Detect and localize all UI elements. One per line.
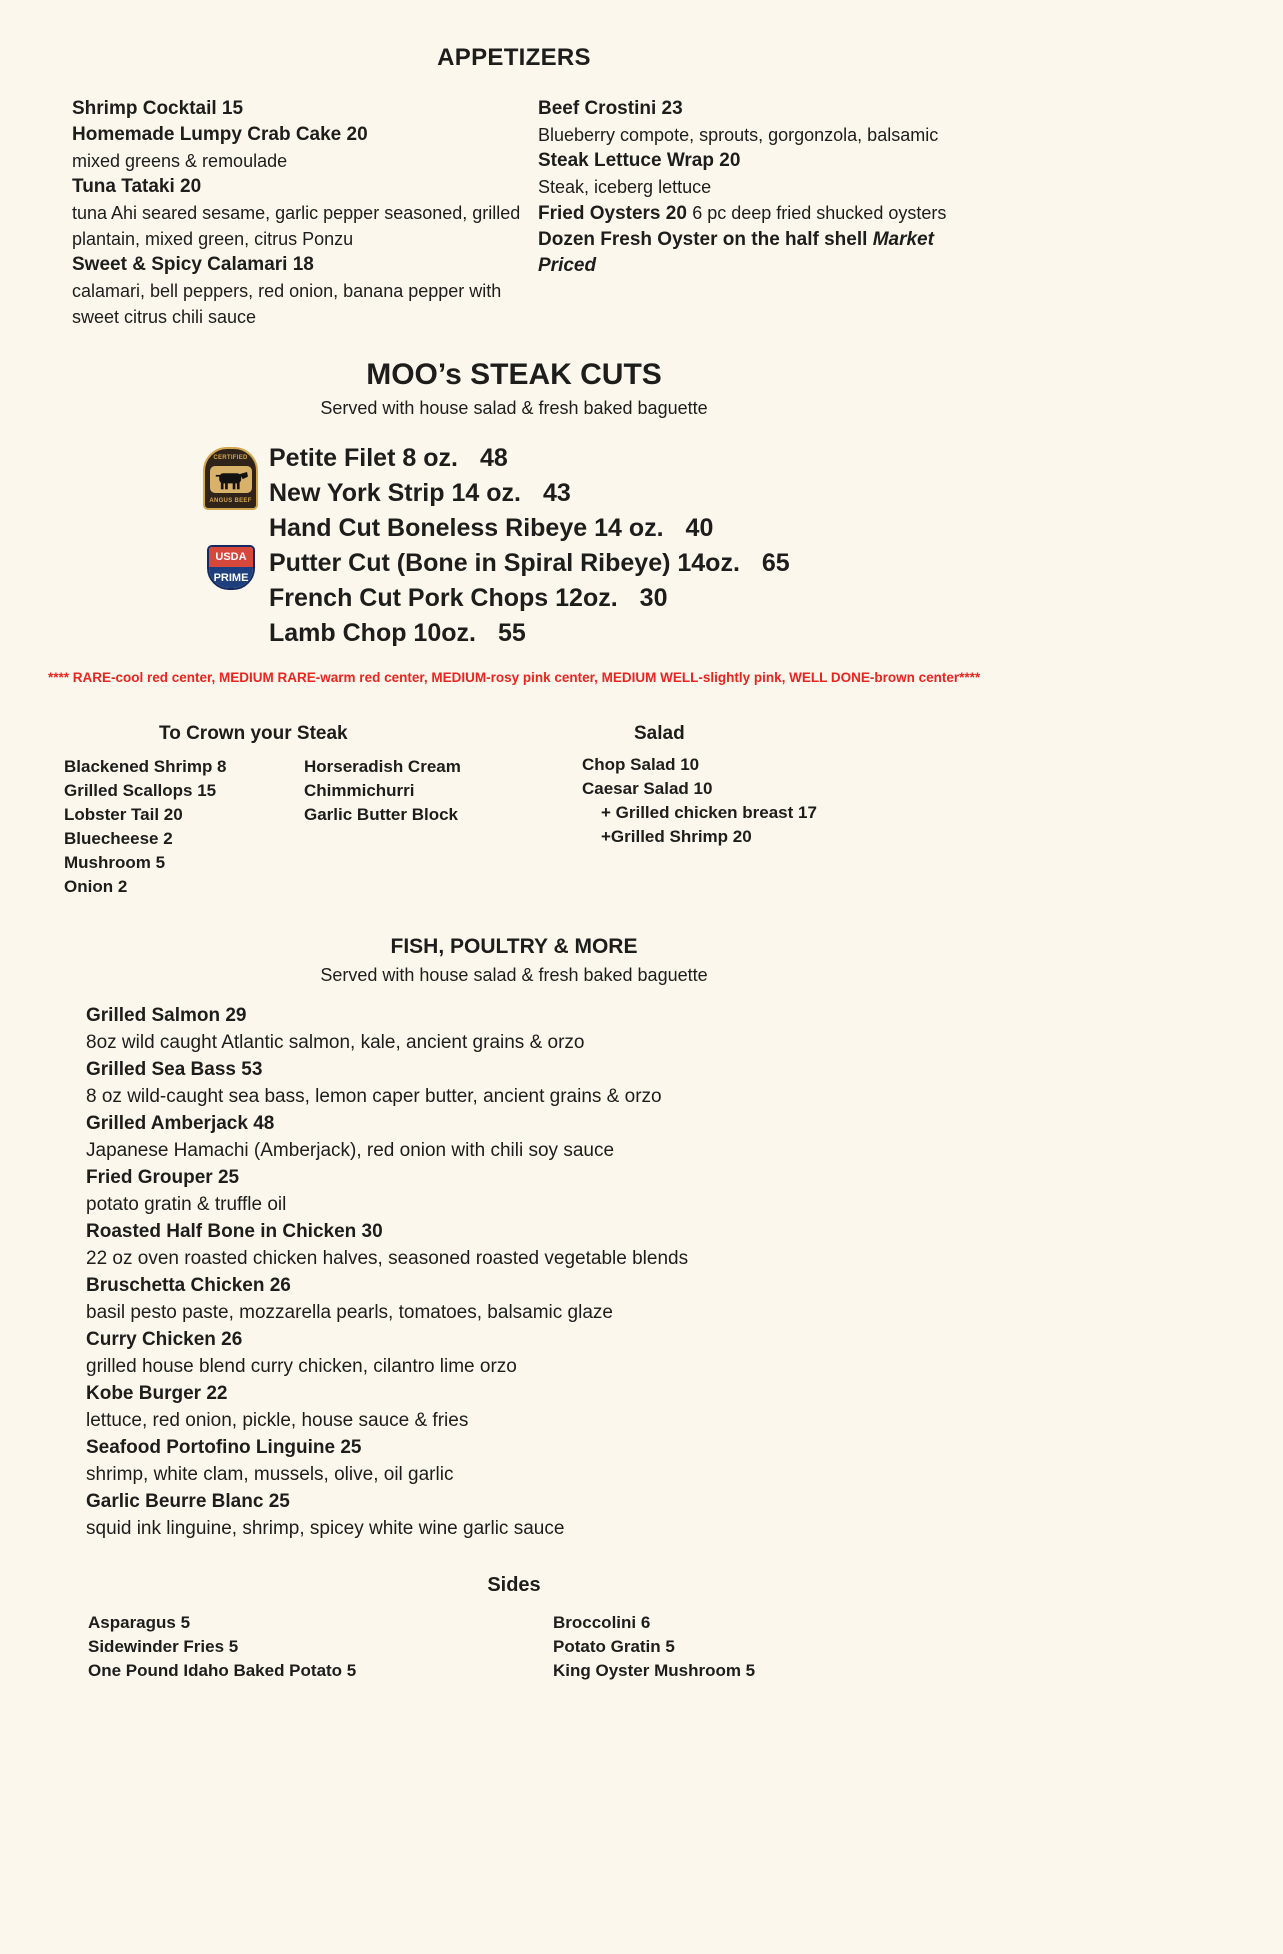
sides-section bbox=[48, 1611, 980, 1683]
menu-item-name: Fried Grouper 25 bbox=[86, 1167, 240, 1188]
salad-section bbox=[582, 723, 817, 899]
steak-cuts-section bbox=[203, 441, 980, 656]
steak-cuts-title: MOO’s STEAK CUTS bbox=[366, 358, 662, 391]
appetizers-title: APPETIZERS bbox=[437, 44, 591, 71]
menu-item-desc: Japanese Hamachi (Amberjack), red onion with chili soy sauce bbox=[86, 1140, 615, 1161]
menu-item-name: Tuna Tataki 20 bbox=[72, 176, 202, 197]
salad-title: Salad bbox=[634, 723, 685, 744]
crown-item: Blackened Shrimp 8 bbox=[64, 757, 227, 776]
steak-item bbox=[269, 441, 980, 476]
menu-item-name: Fried Oysters 20 bbox=[538, 203, 687, 224]
menu-item bbox=[86, 1110, 980, 1164]
menu-item bbox=[86, 1380, 980, 1434]
crown-item: Bluecheese 2 bbox=[64, 829, 173, 848]
steak-item-price: 43 bbox=[542, 479, 571, 507]
salad-item: Chop Salad 10 bbox=[582, 755, 700, 774]
side-item: Sidewinder Fries 5 bbox=[88, 1637, 239, 1656]
menu-item-desc: squid ink linguine, shrimp, spicey white wine garlic sauce bbox=[86, 1518, 565, 1539]
menu-item-desc: lettuce, red onion, pickle, house sauce & fries bbox=[86, 1410, 469, 1431]
side-item: Asparagus 5 bbox=[88, 1613, 191, 1632]
steak-cuts-subtitle: Served with house salad & fresh baked baguette bbox=[320, 398, 708, 418]
side-item: King Oyster Mushroom 5 bbox=[553, 1661, 756, 1680]
usda-badge-text-top: USDA bbox=[209, 547, 253, 567]
steak-item bbox=[269, 546, 980, 581]
crown-item: Lobster Tail 20 bbox=[64, 805, 183, 824]
steak-item bbox=[269, 616, 980, 651]
menu-item bbox=[86, 1326, 980, 1380]
fish-poultry-title: FISH, POULTRY & MORE bbox=[390, 935, 638, 958]
side-item: One Pound Idaho Baked Potato 5 bbox=[88, 1661, 357, 1680]
menu-item bbox=[538, 96, 980, 148]
sides-column-1 bbox=[88, 1611, 553, 1683]
crown-item: Horseradish Cream bbox=[304, 757, 461, 776]
steak-item-price: 30 bbox=[639, 584, 668, 612]
menu-item bbox=[72, 174, 538, 252]
doneness-guide-note: **** RARE-cool red center, MEDIUM RARE-warm red center, MEDIUM-rosy pink center, MEDIUM WELL-slightly pink, WELL DONE-brown center**** bbox=[48, 670, 981, 685]
crown-column-2 bbox=[304, 755, 538, 899]
crown-column-1 bbox=[64, 755, 304, 899]
menu-item-name: Sweet & Spicy Calamari 18 bbox=[72, 254, 314, 275]
appetizers-left-column bbox=[72, 96, 538, 330]
menu-item-desc: mixed greens & remoulade bbox=[72, 151, 288, 171]
menu-item-name: Curry Chicken 26 bbox=[86, 1329, 243, 1350]
crown-item: Chimmichurri bbox=[304, 781, 415, 800]
menu-item-name: Grilled Salmon 29 bbox=[86, 1005, 247, 1026]
menu-item bbox=[538, 148, 980, 200]
steak-item-price: 40 bbox=[685, 514, 714, 542]
menu-item-name: Garlic Beurre Blanc 25 bbox=[86, 1491, 290, 1512]
menu-item-desc: grilled house blend curry chicken, cilantro lime orzo bbox=[86, 1356, 517, 1377]
steak-item-price: 55 bbox=[497, 619, 526, 647]
menu-item-name: Grilled Sea Bass 53 bbox=[86, 1059, 263, 1080]
menu-item-desc: tuna Ahi seared sesame, garlic pepper seasoned, grilled plantain, mixed green, citrus Ponzu bbox=[72, 203, 521, 249]
menu-item-name: Dozen Fresh Oyster on the half shell bbox=[538, 229, 868, 250]
menu-item bbox=[86, 1434, 980, 1488]
market-priced-note: Market Priced bbox=[538, 229, 934, 276]
menu-item-name: Kobe Burger 22 bbox=[86, 1383, 228, 1404]
menu-item bbox=[538, 227, 980, 279]
menu-item bbox=[86, 1002, 980, 1056]
angus-badge-text-bottom: ANGUS BEEF bbox=[209, 498, 252, 504]
menu-item-name: Bruschetta Chicken 26 bbox=[86, 1275, 291, 1296]
crown-and-salad-section bbox=[48, 723, 980, 899]
steak-item bbox=[269, 511, 980, 546]
menu-item bbox=[538, 200, 980, 227]
crown-title: To Crown your Steak bbox=[159, 723, 348, 744]
menu-item-desc: 8 oz wild-caught sea bass, lemon caper butter, ancient grains & orzo bbox=[86, 1086, 662, 1107]
menu-item-desc: 8oz wild caught Atlantic salmon, kale, ancient grains & orzo bbox=[86, 1032, 585, 1053]
salad-item: +Grilled Shrimp 20 bbox=[601, 827, 752, 846]
menu-item-name: Seafood Portofino Linguine 25 bbox=[86, 1437, 362, 1458]
menu-item-name: Shrimp Cocktail 15 bbox=[72, 98, 244, 119]
steak-item-price: 48 bbox=[479, 444, 508, 472]
menu-item bbox=[86, 1272, 980, 1326]
steak-item-name: Petite Filet 8 oz. bbox=[269, 444, 458, 472]
appetizers-right-column bbox=[538, 96, 980, 330]
menu-item-desc: potato gratin & truffle oil bbox=[86, 1194, 287, 1215]
menu-item-desc: Blueberry compote, sprouts, gorgonzola, balsamic bbox=[538, 125, 939, 145]
side-item: Broccolini 6 bbox=[553, 1613, 651, 1632]
steak-item-price: 65 bbox=[761, 549, 790, 577]
menu-item bbox=[86, 1056, 980, 1110]
menu-item-desc: Steak, iceberg lettuce bbox=[538, 177, 712, 197]
fish-poultry-section bbox=[86, 1002, 980, 1542]
crown-item: Onion 2 bbox=[64, 877, 128, 896]
usda-prime-badge bbox=[207, 545, 255, 590]
steak-item-name: French Cut Pork Chops 12oz. bbox=[269, 584, 618, 612]
crown-item: Grilled Scallops 15 bbox=[64, 781, 217, 800]
usda-badge-text-bottom: PRIME bbox=[209, 567, 253, 588]
sides-column-2 bbox=[553, 1611, 980, 1683]
menu-item bbox=[72, 122, 538, 174]
certified-angus-beef-badge bbox=[203, 447, 258, 510]
angus-badge-text-top: CERTIFIED bbox=[213, 455, 248, 461]
menu-item-name: Steak Lettuce Wrap 20 bbox=[538, 150, 741, 171]
menu-item-desc: basil pesto paste, mozzarella pearls, tomatoes, balsamic glaze bbox=[86, 1302, 613, 1323]
menu-item-name: Homemade Lumpy Crab Cake 20 bbox=[72, 124, 368, 145]
appetizers-section bbox=[48, 96, 980, 330]
fish-poultry-subtitle: Served with house salad & fresh baked baguette bbox=[320, 965, 708, 985]
steak-item-name: New York Strip 14 oz. bbox=[269, 479, 521, 507]
menu-item-desc: 22 oz oven roasted chicken halves, seasoned roasted vegetable blends bbox=[86, 1248, 689, 1269]
menu-item-desc: shrimp, white clam, mussels, olive, oil garlic bbox=[86, 1464, 454, 1485]
menu-item-desc: calamari, bell peppers, red onion, banana pepper with sweet citrus chili sauce bbox=[72, 281, 502, 327]
menu-item-name: Beef Crostini 23 bbox=[538, 98, 683, 119]
sides-title: Sides bbox=[487, 1574, 541, 1596]
crown-item: Mushroom 5 bbox=[64, 853, 166, 872]
menu-item bbox=[86, 1218, 980, 1272]
menu-item bbox=[72, 252, 538, 330]
steak-item bbox=[269, 581, 980, 616]
steak-item-name: Lamb Chop 10oz. bbox=[269, 619, 476, 647]
menu-item-name: Roasted Half Bone in Chicken 30 bbox=[86, 1221, 383, 1242]
steak-item bbox=[269, 476, 980, 511]
menu-item bbox=[72, 96, 538, 122]
crown-your-steak-section bbox=[64, 723, 538, 899]
menu-item bbox=[86, 1164, 980, 1218]
salad-item: Caesar Salad 10 bbox=[582, 779, 713, 798]
side-item: Potato Gratin 5 bbox=[553, 1637, 675, 1656]
menu-item bbox=[86, 1488, 980, 1542]
steak-item-name: Hand Cut Boneless Ribeye 14 oz. bbox=[269, 514, 664, 542]
steak-item-name: Putter Cut (Bone in Spiral Ribeye) 14oz. bbox=[269, 549, 740, 577]
menu-item-name: Grilled Amberjack 48 bbox=[86, 1113, 275, 1134]
menu-item-desc: 6 pc deep fried shucked oysters bbox=[692, 203, 947, 223]
salad-item: + Grilled chicken breast 17 bbox=[601, 803, 817, 822]
cow-icon bbox=[210, 466, 252, 493]
crown-item: Garlic Butter Block bbox=[304, 805, 458, 824]
